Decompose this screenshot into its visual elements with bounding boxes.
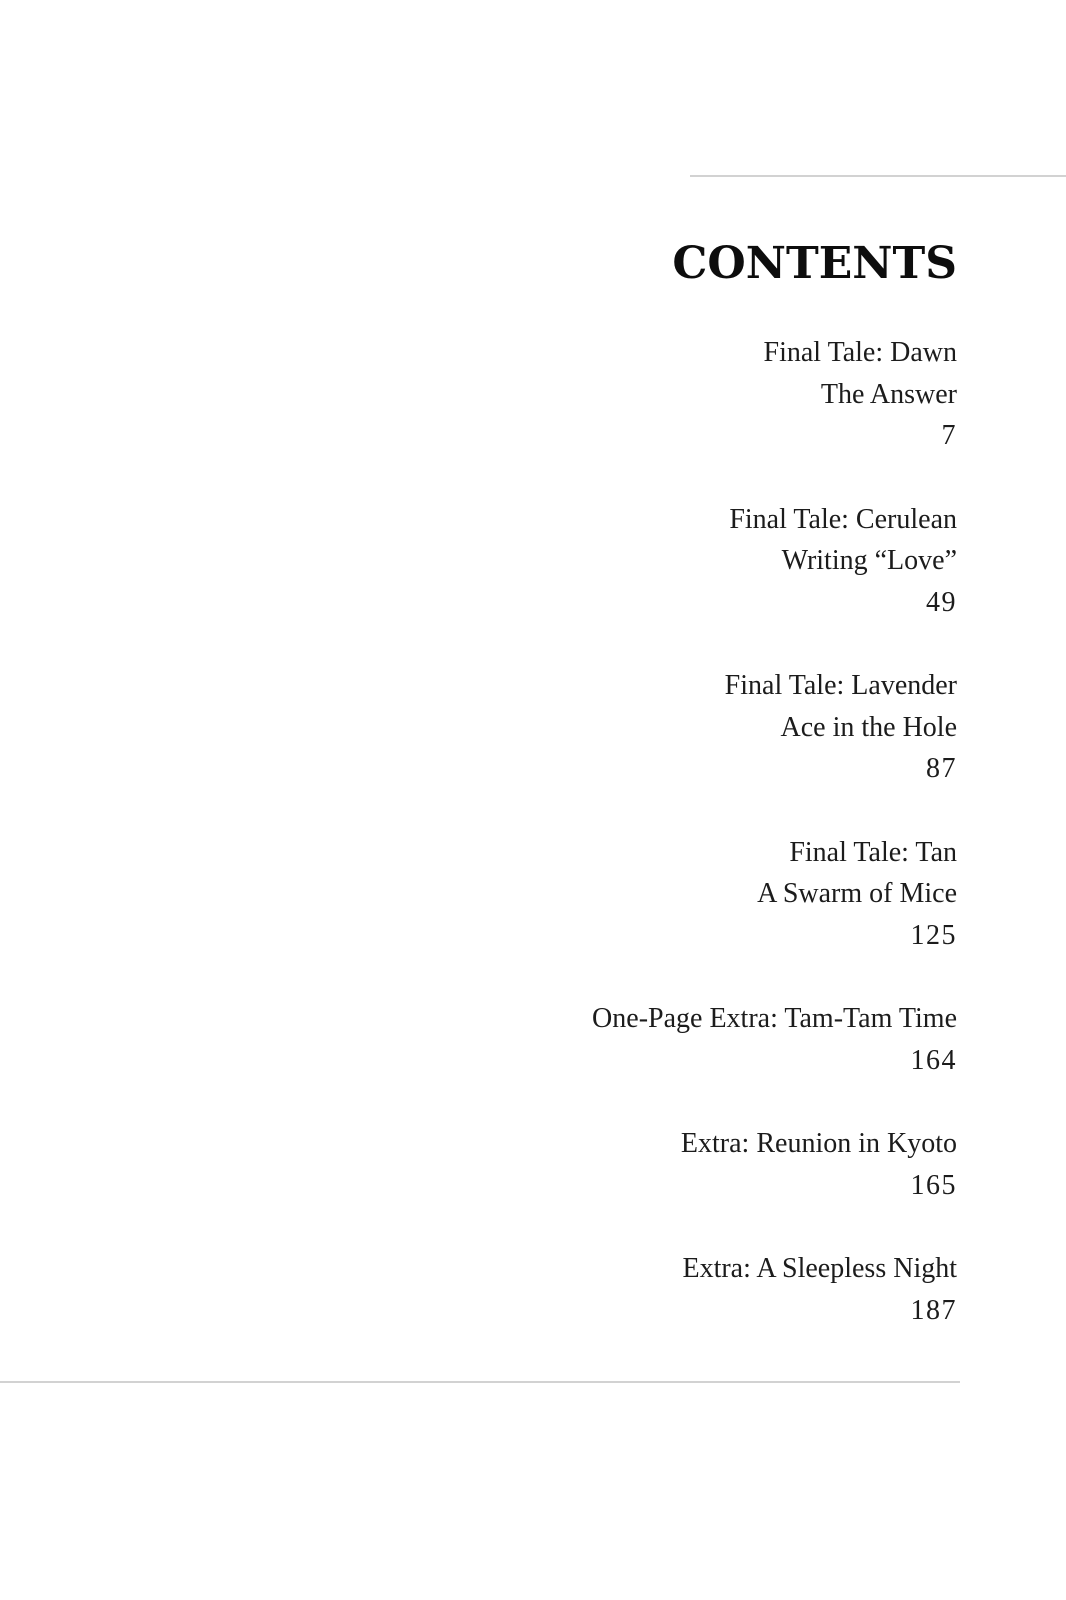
toc-entry-sleepless-night — [357, 1248, 957, 1331]
toc-entry-dawn — [357, 332, 957, 457]
toc-entry-page-number: 165 — [910, 1169, 957, 1201]
toc-entry-page-number: 87 — [926, 753, 957, 784]
toc-entry-subtitle: Writing “Love” — [781, 545, 957, 576]
table-of-contents — [357, 232, 957, 1373]
toc-entry-cerulean — [357, 499, 957, 624]
toc-entry-page-number: 164 — [910, 1044, 957, 1076]
toc-entry-title: Extra: A Sleepless Night — [682, 1253, 957, 1284]
toc-entry-page-number: 187 — [910, 1294, 957, 1326]
toc-entry-subtitle: A Swarm of Mice — [757, 878, 957, 909]
toc-entry-reunion-in-kyoto — [357, 1123, 957, 1206]
toc-entry-subtitle: The Answer — [820, 378, 957, 410]
toc-entry-subtitle: Ace in the Hole — [780, 711, 957, 743]
toc-entry-lavender — [357, 665, 957, 790]
toc-entry-title: Final Tale: Dawn — [763, 337, 957, 368]
toc-entry-tan — [357, 832, 957, 957]
toc-entry-title: Extra: Reunion in Kyoto — [680, 1128, 957, 1159]
toc-entry-title: Final Tale: Cerulean — [729, 503, 957, 535]
toc-entry-page-number: 49 — [926, 586, 957, 618]
toc-entry-tam-tam-time — [357, 998, 957, 1081]
toc-entry-title: Final Tale: Tan — [789, 836, 957, 868]
contents-heading: CONTENTS — [672, 238, 957, 289]
toc-entry-page-number: 125 — [910, 919, 957, 951]
toc-entry-page-number: 7 — [941, 420, 957, 451]
toc-entry-title: Final Tale: Lavender — [724, 670, 957, 701]
bottom-divider — [0, 1381, 960, 1383]
top-divider — [690, 175, 1066, 177]
toc-entry-title: One-Page Extra: Tam-Tam Time — [592, 1003, 957, 1034]
